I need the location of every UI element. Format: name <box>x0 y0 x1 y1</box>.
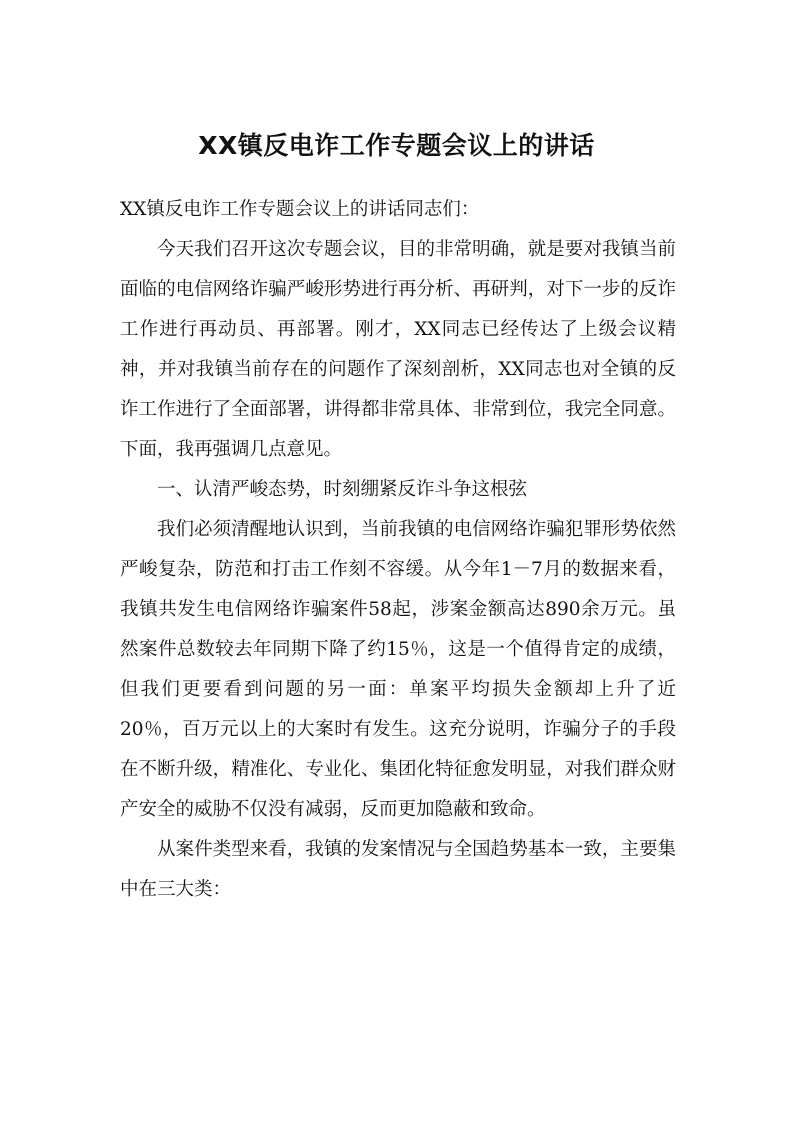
opening-paragraph: 今天我们召开这次专题会议，目的非常明确，就是要对我镇当前面临的电信网络诈骗严峻形势进行再分析、再研判，对下一步的反诈工作进行再动员、再部署。刚才，XX同志已经传达了上级会议精神，并对我镇当前存在的问题作了深刻剖析，XX同志也对全镇的反诈工作进行了全面部署，讲得都非常具体、非常到位，我完全同意。下面，我再强调几点意见。 <box>120 239 676 460</box>
section-heading-1: 一、认清严峻态势，时刻绷紧反诈斗争这根弦 <box>157 479 528 500</box>
case-types-paragraph: 从案件类型来看，我镇的发案情况与全国趋势基本一致，主要集中在三大类： <box>120 839 676 900</box>
situation-paragraph: 我们必须清醒地认识到，当前我镇的电信网络诈骗犯罪形势依然严峻复杂，防范和打击工作刻不容缓。从今年1－7月的数据来看，我镇共发生电信网络诈骗案件58起，涉案金额高达890余万元。虽然案件总数较去年同期下降了约15％，这是一个值得肯定的成绩，但我们更要看到问题的另一面：单案平均损失金额却上升了近20％，百万元以上的大案时有发生。这充分说明，诈骗分子的手段在不断升级，精准化、专业化、集团化特征愈发明显，对我们群众财产安全的威胁不仅没有减弱，反而更加隐蔽和致命。 <box>120 519 676 820</box>
salutation-paragraph: XX镇反电诈工作专题会议上的讲话同志们： <box>120 199 480 220</box>
document-title: XX镇反电诈工作专题会议上的讲话 <box>198 131 595 160</box>
document-body <box>120 190 676 910</box>
